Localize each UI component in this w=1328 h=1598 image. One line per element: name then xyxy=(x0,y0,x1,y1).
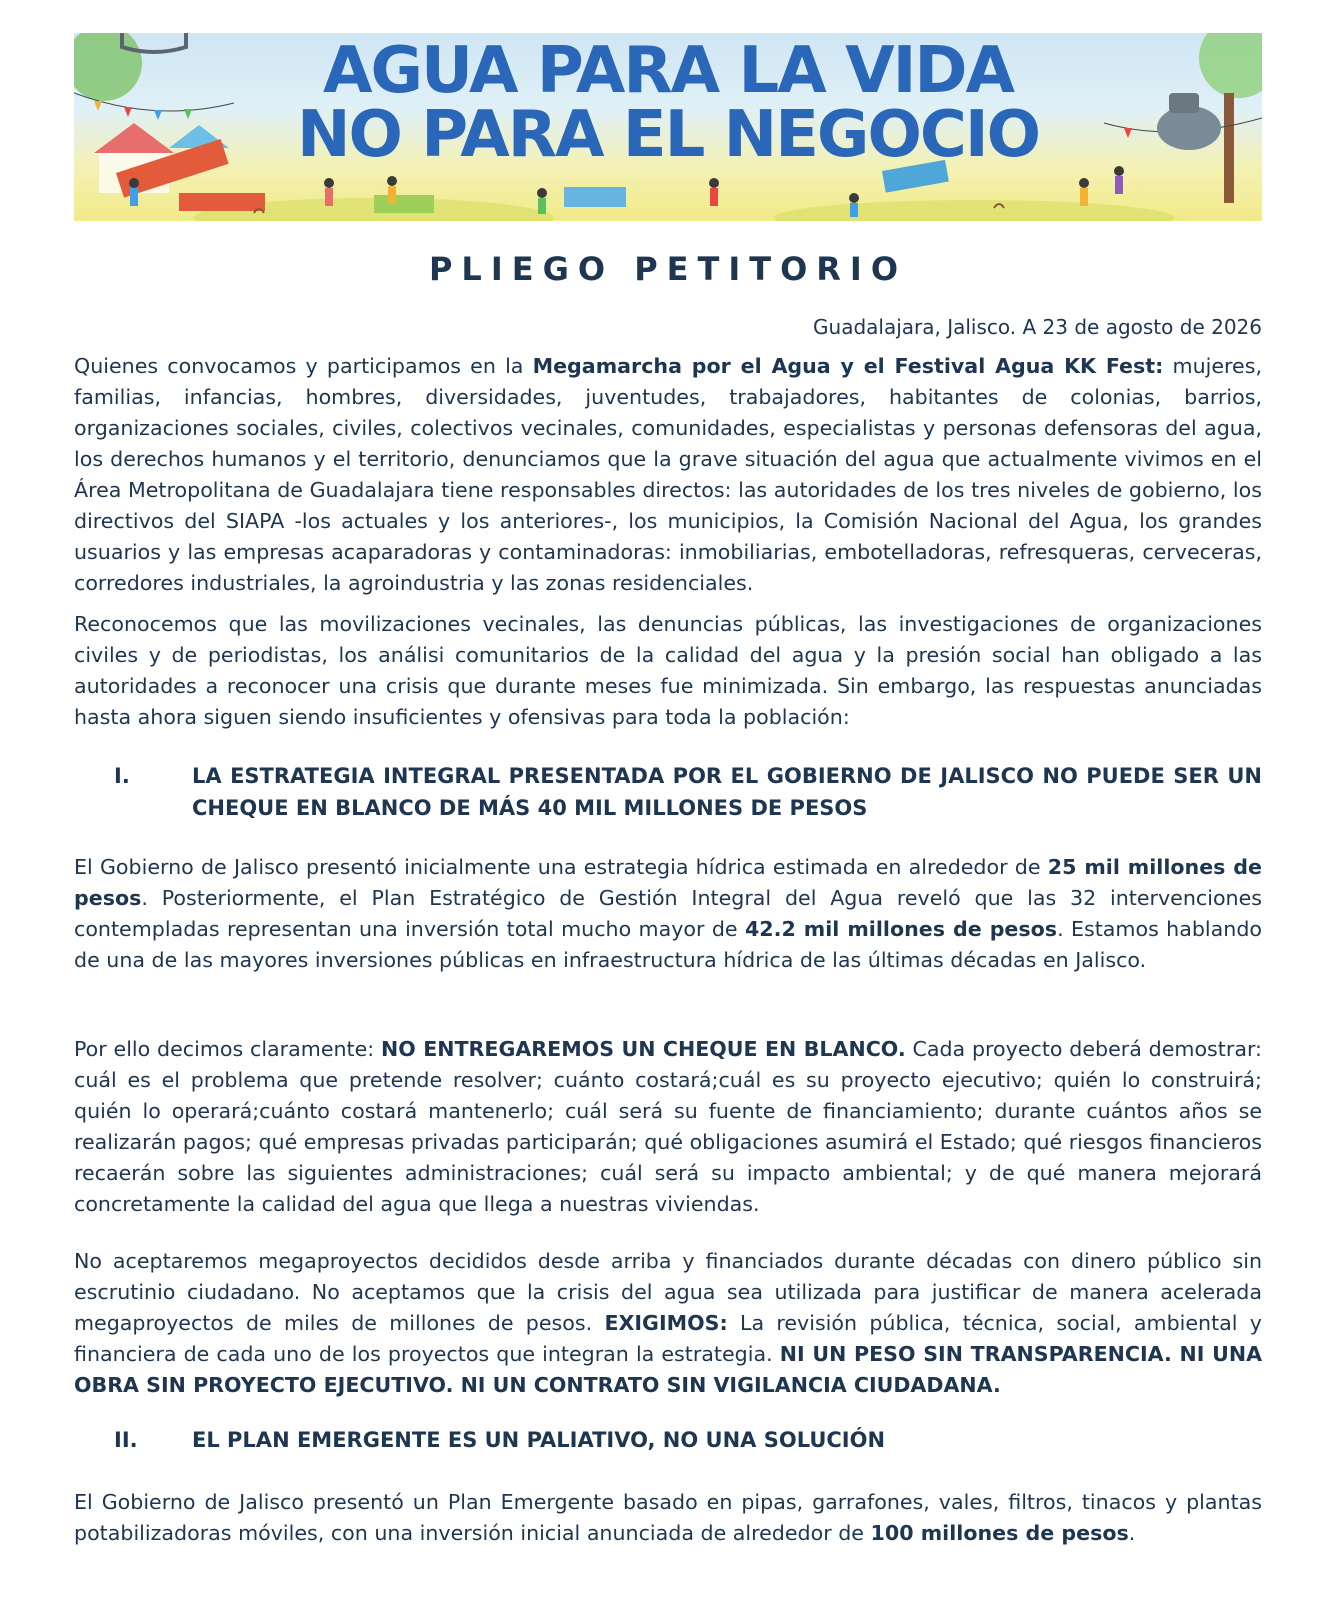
p3-bold-amount-2: 42.2 mil millones de pesos xyxy=(744,917,1058,941)
paragraph-demands xyxy=(74,1246,1262,1401)
banner-headline-line-2: NO PARA EL NEGOCIO xyxy=(296,98,1040,172)
p5-bold-exigimos: EXIGIMOS: xyxy=(604,1311,728,1335)
p4-text-a: Por ello decimos claramente: xyxy=(74,1037,382,1061)
banner-headline-line-1: AGUA PARA LA VIDA xyxy=(322,34,1014,108)
p4-text-c: Cada proyecto deberá demostrar: cuál es el problema que pretende resolver; cuánto costará;cuál es su proyecto ejecutivo; quién lo construirá; quién lo operará;cuánto costará mantenerlo; cuál será su fuente de financiamiento; durante cuántos años se realizarán pagos; qué empresas privadas participarán; qué obligaciones asumirá el Estado; qué riesgos financieros recaerán sobre las siguientes administraciones; cuál será su impacto ambiental; y de qué manera mejorará concretamente la calidad del agua que llega a nuestras viviendas. xyxy=(74,1037,1263,1216)
place-and-date: Guadalajara, Jalisco. A 23 de agosto de 2026 xyxy=(813,315,1262,339)
document-title: PLIEGO PETITORIO xyxy=(428,250,908,288)
p3-bold-amount-1: 25 mil millones de pesos xyxy=(74,855,1262,910)
paragraph-strategy-cost xyxy=(74,852,1262,976)
paragraph-blank-check xyxy=(74,1034,1262,1220)
campaign-banner xyxy=(74,33,1262,221)
p3-text-a: El Gobierno de Jalisco presentó inicialmente una estrategia hídrica estimada en alrededor de xyxy=(74,855,1048,879)
paragraph-emergency-plan xyxy=(74,1487,1262,1549)
paragraph-recognition: Reconocemos que las movilizaciones vecinales, las denuncias públicas, las investigaciones de organizaciones civiles y de periodistas, los análisi comunitarios de la calidad del agua y la presión social han obligado a las autoridades a reconocer una crisis que durante meses fue minimizada. Sin embargo, las respuestas anunciadas hasta ahora siguen siendo insuficientes y ofensivas para toda la población: xyxy=(74,612,1262,729)
p6-text-c: . xyxy=(1128,1521,1136,1545)
paragraph-intro xyxy=(74,351,1262,599)
p5-bold-slogans: NI UN PESO SIN TRANSPARENCIA. NI UNA OBRA SIN PROYECTO EJECUTIVO. NI UN CONTRATO SIN VIGILANCIA CIUDADANA. xyxy=(74,1342,1263,1397)
p4-bold-statement: NO ENTREGAREMOS UN CHEQUE EN BLANCO. xyxy=(381,1037,906,1061)
p1-bold-event: Megamarcha por el Agua y el Festival Agua KK Fest: xyxy=(532,354,1164,378)
p3-text-c: . Posteriormente, el Plan Estratégico de Gestión Integral del Agua reveló que las 32 intervenciones contempladas representan una inversión total mucho mayor de xyxy=(74,886,1262,941)
p1-text-a: Quienes convocamos y participamos en la xyxy=(74,354,533,378)
p1-text-c: mujeres, familias, infancias, hombres, diversidades, juventudes, trabajadores, habitantes de colonias, barrios, organizaciones sociales, civiles, colectivos vecinales, comunidades, especialistas y personas defensoras del agua, los derechos humanos y el territorio, denunciamos que la grave situación del agua que actualmente vivimos en el Área Metropolitana de Guadalajara tiene responsables directos: las autoridades de los tres niveles de gobierno, los directivos del SIAPA -los actuales y los anteriores-, los municipios, la Comisión Nacional del Agua, los grandes usuarios y las empresas acaparadoras y contaminadoras: inmobiliarias, embotelladoras, refresqueras, cerveceras, corredores industriales, la agroindustria y las zonas residenciales. xyxy=(74,354,1262,595)
section-2-title: EL PLAN EMERGENTE ES UN PALIATIVO, NO UNA SOLUCIÓN xyxy=(192,1428,886,1452)
p5-text-c: La revisión pública, técnica, social, ambiental y financiera de cada uno de los proyectos que integran la estrategia. xyxy=(74,1311,1262,1366)
p6-bold-amount: 100 millones de pesos xyxy=(870,1521,1129,1545)
section-1-number: I. xyxy=(114,764,130,788)
p6-text-a: El Gobierno de Jalisco presentó un Plan Emergente basado en pipas, garrafones, vales, filtros, tinacos y plantas potabilizadoras móviles, con una inversión inicial anunciada de alrededor de xyxy=(74,1490,1262,1545)
section-2-number: II. xyxy=(114,1428,138,1452)
p3-text-e: . Estamos hablando de una de las mayores inversiones públicas en infraestructura hídrica de las últimas décadas en Jalisco. xyxy=(74,917,1262,972)
p5-text-a: No aceptaremos megaproyectos decididos desde arriba y financiados durante décadas con dinero público sin escrutinio ciudadano. No aceptamos que la crisis del agua sea utilizada para justificar de manera acelerada megaproyectos de miles de millones de pesos. xyxy=(74,1249,1262,1335)
section-1-title: LA ESTRATEGIA INTEGRAL PRESENTADA POR EL GOBIERNO DE JALISCO NO PUEDE SER UN CHEQUE EN BLANCO DE MÁS 40 MIL MILLONES DE PESOS xyxy=(192,764,1262,820)
